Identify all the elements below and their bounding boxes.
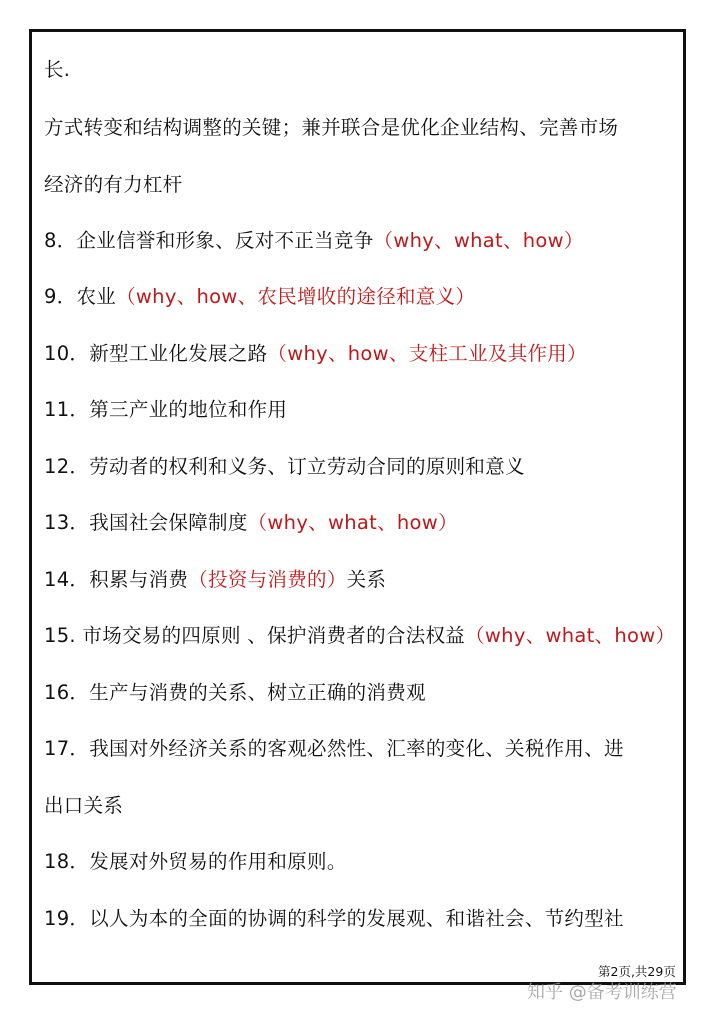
item-18 [44, 848, 347, 876]
item-9 [44, 283, 475, 311]
item-text: 10．新型工业化发展之路 [44, 342, 268, 365]
text-plain: 方式转变和结构调整的关键；兼并联合是优化企业结构、完善市场 [44, 116, 619, 139]
text-plain: 经济的有力杠杆 [44, 173, 183, 196]
item-text: 12．劳动者的权利和义务、订立劳动合同的原则和意义 [44, 455, 525, 478]
item-text-after: 关系 [346, 568, 387, 591]
item-text: 出口关系 [44, 794, 124, 817]
item-text: 19．以人为本的全面的协调的科学的发展观、和谐社会、节约型社 [44, 907, 624, 930]
page-number: 第2页,共29页 [598, 964, 676, 979]
item-17-continued [44, 792, 123, 820]
item-14 [44, 566, 386, 594]
item-red-note: （why、how、支柱工业及其作用） [267, 342, 587, 365]
item-11 [44, 396, 287, 424]
item-13 [44, 509, 458, 537]
item-text: 14．积累与消费 [44, 568, 189, 591]
item-8 [44, 227, 584, 255]
item-text: 13．我国社会保障制度 [44, 511, 248, 534]
item-text: 11．第三产业的地位和作用 [44, 398, 288, 421]
item-17 [44, 735, 624, 763]
text-line-1 [44, 56, 70, 84]
item-16 [44, 679, 426, 707]
item-red-note: （why、how、农民增收的途径和意义） [116, 285, 476, 308]
item-red-note: （why、what、how） [465, 624, 676, 647]
item-text: 17．我国对外经济关系的客观必然性、汇率的变化、关税作用、进 [44, 737, 624, 760]
item-text: 16．生产与消费的关系、树立正确的消费观 [44, 681, 426, 704]
text-line-2 [44, 114, 618, 142]
item-text: 15. 市场交易的四原则 、保护消费者的合法权益 [44, 624, 466, 647]
text-plain: 长. [44, 58, 71, 81]
item-red-note: （why、what、how） [247, 511, 458, 534]
item-text: 18．发展对外贸易的作用和原则。 [44, 850, 347, 873]
item-red-note: （投资与消费的） [188, 568, 347, 591]
item-red-note: （why、what、how） [373, 229, 584, 252]
item-15 [44, 622, 675, 650]
item-19 [44, 905, 624, 933]
item-text: 9．农业 [44, 285, 117, 308]
item-12 [44, 453, 525, 481]
watermark: 知乎 @备考训练营 [527, 982, 677, 1003]
text-line-3 [44, 171, 183, 199]
item-10 [44, 340, 587, 368]
item-text: 8．企业信誉和形象、反对不正当竞争 [44, 229, 374, 252]
